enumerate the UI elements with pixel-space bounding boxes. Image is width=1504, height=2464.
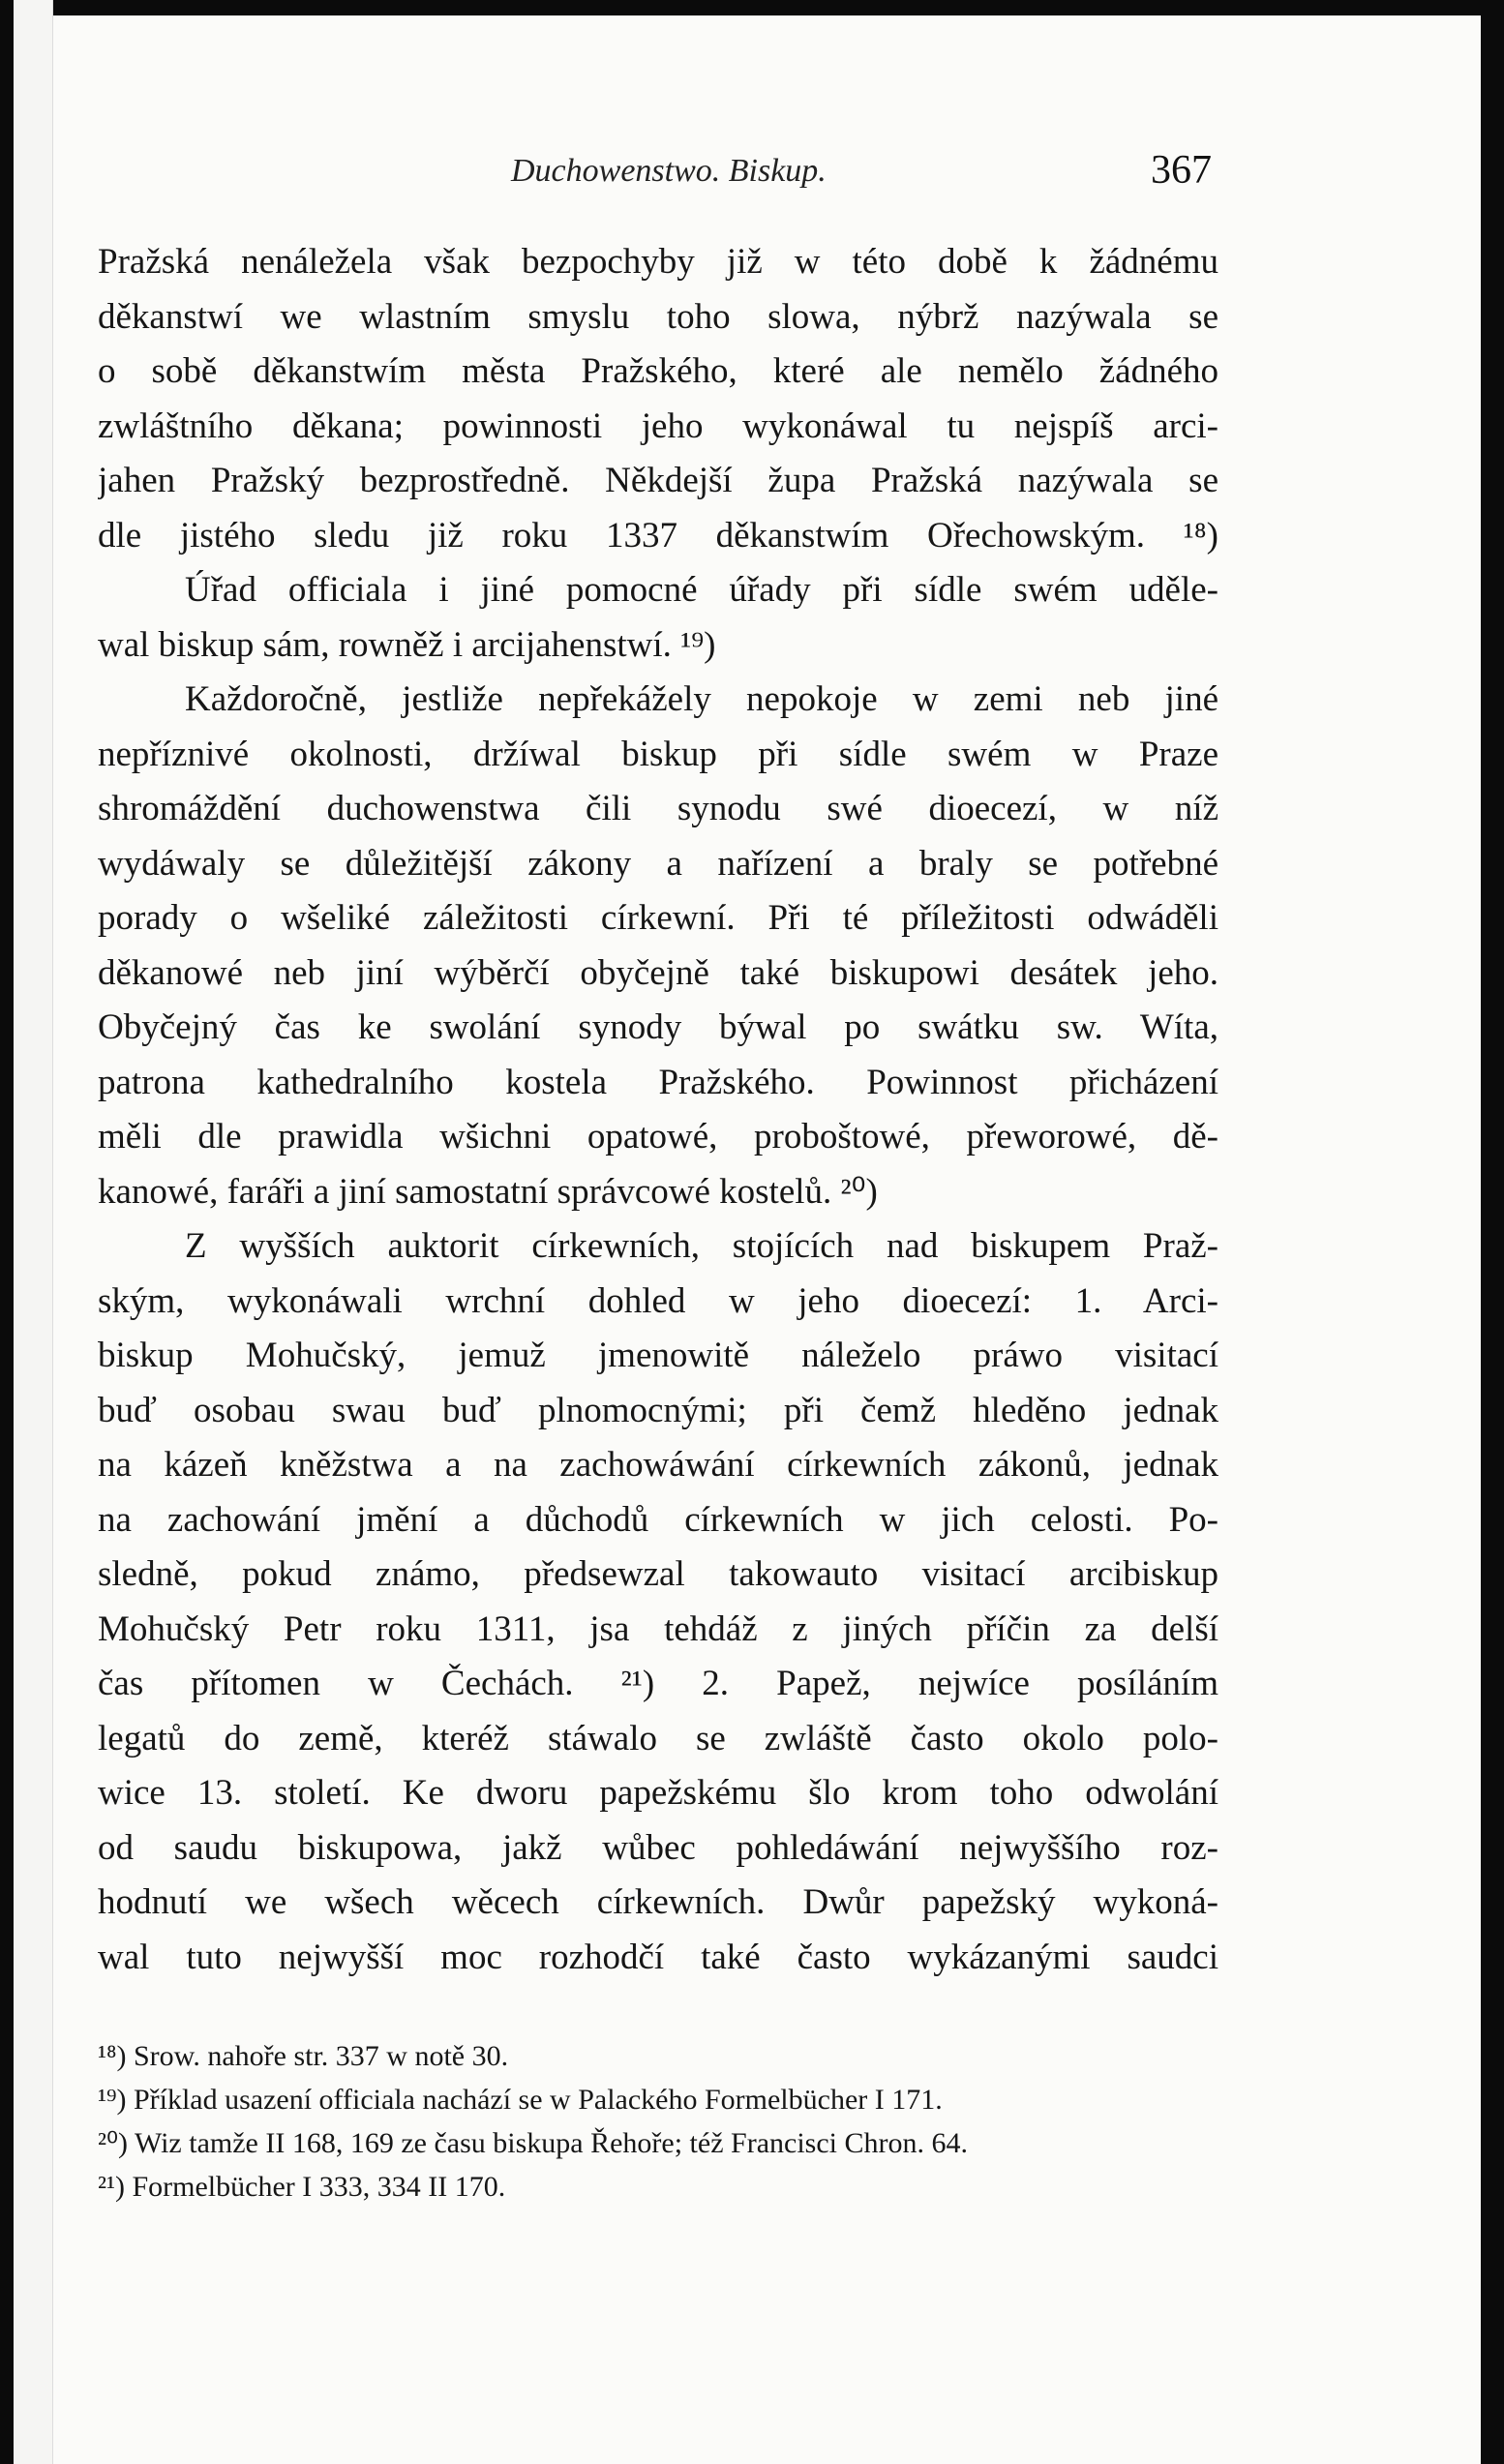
text-line: porady o wšeliké záležitosti církewní. Při té příležitosti odwáděli [98, 898, 1218, 938]
text-line: biskup Mohučský, jemuž jmenowitě náleželo práwo visitací [98, 1336, 1218, 1375]
footnote: ¹⁹) Příklad usazení officiala nachází se w Palackého Formelbücher I 171. [98, 2084, 943, 2116]
text-line: hodnutí we wšech wěcech církewních. Dwůr papežský wykoná- [98, 1882, 1218, 1922]
text-line: ským, wykonáwali wrchní dohled w jeho dioecezí: 1. Arci- [98, 1280, 1218, 1321]
footnote: ¹⁸) Srow. nahoře str. 337 w notě 30. [98, 2040, 509, 2072]
text-line: wice 13. století. Ke dworu papežskému šlo krom toho odwolání [98, 1773, 1218, 1813]
text-line: děkanowé neb jiní wýběrčí obyčejně také biskupowi desátek jeho. [98, 952, 1218, 993]
page-header [97, 147, 1219, 195]
page-gutter [14, 0, 53, 2464]
text-line: jahen Pražský bezprostředně. Někdejší župa Pražská nazýwala se [98, 461, 1218, 500]
text-line: na zachowání jmění a důchodů církewních w jich celosti. Po- [98, 1499, 1218, 1540]
page-number: 367 [1151, 148, 1212, 193]
text-line: měli dle prawidla wšichni opatowé, proboštowé, přeworowé, dě- [98, 1117, 1218, 1157]
text-line: od saudu biskupowa, jakž wůbec pohledáwání nejwyššího roz- [98, 1827, 1218, 1868]
text-line: legatů do země, kteréž stáwalo se zwláště často okolo polo- [98, 1718, 1218, 1758]
text-line: wydáwaly se důležitější zákony a nařízení a braly se potřebné [98, 843, 1218, 884]
text-line: nepříznivé okolnosti, držíwal biskup při sídle swém w Praze [98, 734, 1218, 774]
text-line: čas přítomen w Čechách. ²¹) 2. Papež, nejwíce posíláním [98, 1664, 1218, 1703]
running-head: Duchowenstwo. Biskup. [511, 153, 827, 189]
text-line: sledně, pokud známo, předsewzal takowauto visitací arcibiskup [98, 1554, 1218, 1594]
scan-edge-left [0, 0, 14, 2464]
text-line: patrona kathedralního kostela Pražského. Powinnost přicházení [98, 1062, 1218, 1102]
scan-edge-right [1481, 0, 1504, 2464]
text-line: děkanstwí we wlastním smyslu toho slowa, nýbrž nazýwala se [98, 296, 1218, 337]
text-line: kanowé, faráři a jiní samostatní správcowé kostelů. ²⁰) [98, 1171, 878, 1212]
text-line: Úřad officiala i jiné pomocné úřady při sídle swém uděle- [185, 570, 1218, 610]
text-line: o sobě děkanstwím města Pražského, které ale nemělo žádného [98, 351, 1218, 391]
text-line: zwláštního děkana; powinnosti jeho wykonáwal tu nejspíš arci- [98, 406, 1218, 446]
body-text [98, 235, 1218, 1985]
text-line: Pražská nenáležela však bezpochyby již w této době k žádnému [98, 242, 1218, 282]
text-line: na kázeň kněžstwa a na zachowáwání církewních zákonů, jednak [98, 1445, 1218, 1485]
footnotes [98, 2034, 1218, 2209]
text-line: wal biskup sám, rowněž i arcijahenstwí. ¹⁹) [98, 624, 716, 665]
text-line: buď osobau swau buď plnomocnými; při čemž hleděno jednak [98, 1390, 1218, 1430]
footnote: ²¹) Formelbücher I 333, 334 II 170. [98, 2171, 506, 2203]
text-line: Mohučský Petr roku 1311, jsa tehdáž z jiných příčin za delší [98, 1608, 1218, 1649]
text-line: dle jistého sledu již roku 1337 děkanstwím Ořechowským. ¹⁸) [98, 515, 1218, 556]
text-line: Z wyšších auktorit církewních, stojících nad biskupem Praž- [185, 1226, 1218, 1266]
text-line: Každoročně, jestliže nepřekážely nepokoje w zemi neb jiné [185, 679, 1218, 719]
text-line: shromáždění duchowenstwa čili synodu swé dioecezí, w níž [98, 789, 1218, 828]
text-line: Obyčejný čas ke swolání synody býwal po swátku sw. Wíta, [98, 1007, 1218, 1047]
footnote: ²⁰) Wiz tamže II 168, 169 ze času biskupa Řehoře; též Francisci Chron. 64. [98, 2127, 968, 2159]
scan-edge-top [0, 0, 1504, 15]
text-line: wal tuto nejwyšší moc rozhodčí také často wykázanými saudci [98, 1937, 1218, 1977]
